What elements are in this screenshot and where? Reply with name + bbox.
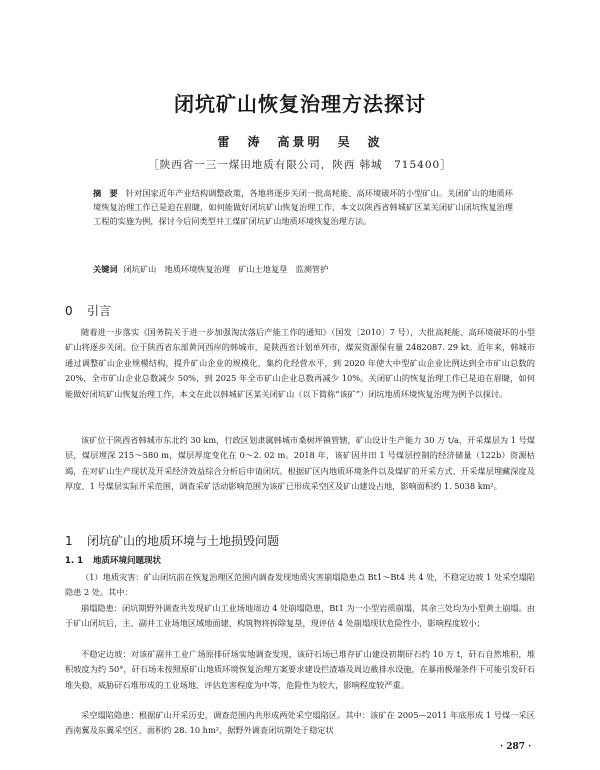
- keywords-text: 闭坑矿山 地质环境恢复治理 矿山土地复垦 监测管护: [123, 264, 329, 274]
- paragraph-geohazard: （1）地质灾害：矿山闭坑前在恢复治理区范围内调查发现地质灾害崩塌隐患点 Bt1～Bt4 共 4 处，不稳定边坡 1 处采空塌陷隐患 2 处。其中：: [65, 572, 535, 598]
- paragraph-collapse: 崩塌隐患：闭坑期野外调查共发现矿山工业场地周边 4 处崩塌隐患，Bt1 为一小型岩质崩塌，其余三处均为小型黄土崩塌。由于矿山闭坑后，主、副井工业场地区域地面建、构筑物将拆除复垦，现评估 4 处崩塌现状危险性小，影响程度较小；: [65, 603, 535, 629]
- section-heading-0: [65, 302, 111, 319]
- section-title: 闭坑矿山的地质环境与土地损毁问题: [87, 534, 280, 548]
- subsection-number: 1. 1: [65, 556, 84, 566]
- abstract-block: [93, 186, 513, 228]
- paper-title: 闭坑矿山恢复治理方法探讨: [174, 92, 426, 116]
- paragraph-intro-1: 随着进一步落实《国务院关于进一步加强淘汰落后产能工作的通知》（国发〔2010〕7 号），大批高耗能、高环境破坏的小型矿山将逐步关闭。位于陕西省东部黄河西岸的韩城市，是陕西省计划单列市，煤炭资源保有量 2482087. 29 kt。近年来，韩城市通过调整矿山企业规模结构，提升矿山企业的规模化、集约化经营水平，到 2020 年使大中型矿山企业比例达到全市矿山总数的 20%，全市矿山企业总数减少 50%，到 2025 年全市矿山企业总数再减少 10%。关闭矿山的恢复治理工作已是迫在眉睫，如何能做好闭坑矿山恢复治理工作，本文在此以韩城矿区某关闭矿山（以下简称“该矿”）闭坑地质环境恢复治理为例予以探讨。: [65, 327, 535, 399]
- abstract-label: 摘 要: [93, 188, 118, 198]
- abstract-text: 针对国家近年产业结构调整政策，各地将逐步关闭一批高耗能、高环境破坏的小型矿山。关闭矿山的地质环境恢复治理工作已是迫在眉睫，如何能做好闭坑矿山恢复治理工作，本文以陕西省韩城矿区某关闭矿山闭坑恢复治理工程的实施为例，探讨今后同类型井工煤矿闭坑矿山地质环境恢复治理方法。: [93, 188, 513, 226]
- subsection-heading: [65, 554, 161, 566]
- section-heading-1: [65, 532, 279, 549]
- section-number: 1: [65, 534, 73, 548]
- paragraph-subsidence: 采空塌陷隐患：根据矿山开采历史，调查范围内共形成两处采空塌陷区。其中：该矿在 2005—2011 年底形成 1 号煤一采区西南翼及东翼采空区，面积约 28. 10 hm²，据野外调查闭坑期处于稳定状: [65, 710, 535, 736]
- section-number: 0: [65, 304, 73, 318]
- paper-authors: 雷 涛 高景明 吴 波: [217, 135, 383, 149]
- subsection-title: 地质环境问题现状: [93, 556, 162, 566]
- section-title: 引言: [87, 304, 112, 318]
- paragraph-intro-2: 该矿位于陕西省韩城市东北约 30 km，行政区划隶属韩城市桑树坪镇管辖，矿山设计生产能力 30 万 t/a，开采煤层为 1 号煤层，煤层埋深 215～580 m，煤层厚度变化在 0～2. 02 m。2018 年，该矿因井田 1 号煤层控制的经济储量（122b）资源枯竭，在对矿山生产现状及开采经济效益综合分析后申请闭坑。根据矿区内地质环境条件以及煤矿的开采方式、开采煤层埋藏深度及厚度、1 号煤层实际开采范围，调查采矿活动影响范围为该矿已形成采空区及矿山建设占地，影响面积约 1. 5038 km²。: [65, 435, 535, 492]
- author-affiliation: ［陕西省一三一煤田地质有限公司，陕西 韩城 715400］: [148, 159, 452, 171]
- keywords-label: 关键词: [93, 264, 118, 274]
- page-number: · 287 ·: [500, 742, 532, 752]
- paragraph-slope: 不稳定边坡：对该矿副井工业广场原排矸场实地调查发现，该矸石场已堆存矿山建设初期矸石约 10 万 t，矸石自然堆积，堆积坡度为约 50°，矸石场未按照原矿山地质环境恢复治理方案要求建设拦渣墙及周边截排水设施，在暴雨极端条件下可能引发矸石堆失稳，威胁矸石堆形成的工业场地、评估危害程度为中等，危险性为较大，影响程度较严重。: [65, 649, 535, 690]
- keywords-block: [93, 264, 523, 275]
